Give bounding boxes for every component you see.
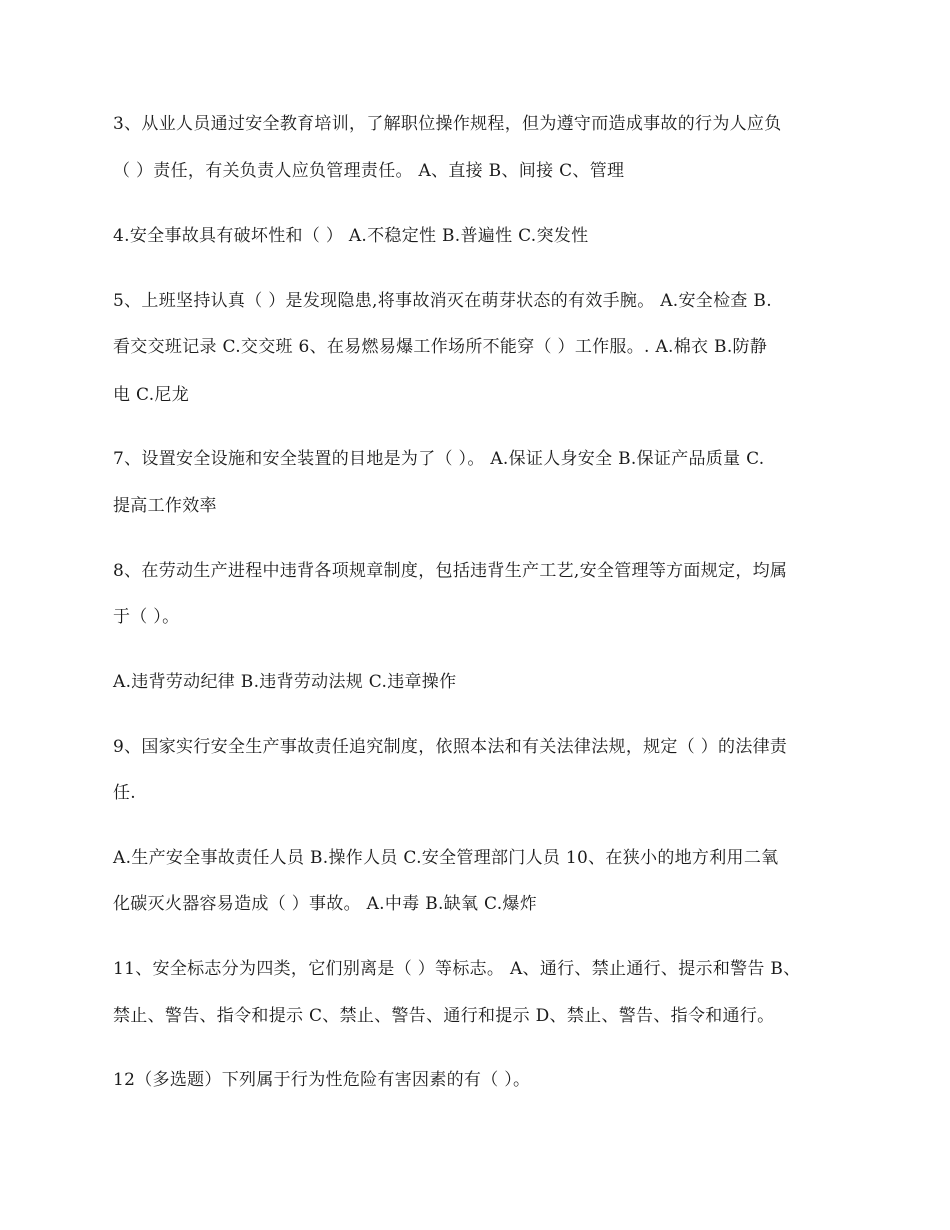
text-line-q7-b: 提高工作效率 [113, 496, 217, 516]
text-line-q3-b: （ ）责任，有关负责人应负管理责任。 A、直接 B、间接 C、管理 [113, 161, 625, 181]
text-line-q8-b: 于（ ）。 [113, 607, 180, 627]
text-line-q11-b: 禁止、警告、指令和提示 C、禁止、警告、通行和提示 D、禁止、警告、指令和通行。 [113, 1006, 775, 1026]
text-line-q6: 电 C.尼龙 [113, 385, 190, 405]
text-line-q5-b: 看交交班记录 C.交交班 6、在易燃易爆工作场所不能穿（ ）工作服。. A.棉衣 B.防静 [113, 337, 768, 357]
text-line-q9-b: 任. [113, 783, 137, 803]
text-line-q8-a: 8、在劳动生产进程中违背各项规章制度，包括违背生产工艺,安全管理等方面规定，均属 [113, 561, 788, 581]
text-line-q4: 4.安全事故具有破坏性和（ ） A.不稳定性 B.普遍性 C.突发性 [113, 226, 589, 246]
text-line-q9-options: A.生产安全事故责任人员 B.操作人员 C.安全管理部门人员 10、在狭小的地方利用二氧 [113, 848, 779, 868]
text-line-q11-a: 11、安全标志分为四类，它们别离是（ ）等标志。 A、通行、禁止通行、提示和警告 B、 [113, 959, 801, 979]
text-line-q3-a: 3、从业人员通过安全教育培训，了解职位操作规程，但为遵守而造成事故的行为人应负 [113, 114, 782, 134]
text-line-q10: 化碳灭火器容易造成（ ）事故。 A.中毒 B.缺氧 C.爆炸 [113, 894, 537, 914]
text-line-q5-a: 5、上班坚持认真（ ）是发现隐患,将事故消灭在萌芽状态的有效手腕。 A.安全检查 B. [113, 291, 772, 311]
text-line-q12: 12（多选题）下列属于行为性危险有害因素的有（ ）。 [113, 1070, 531, 1090]
text-line-q9-a: 9、国家实行安全生产事故责任追究制度，依照本法和有关法律法规，规定（ ）的法律责 [113, 737, 788, 757]
text-line-q7-a: 7、设置安全设施和安全装置的目地是为了（ ）。 A.保证人身安全 B.保证产品质量 C. [113, 449, 765, 469]
text-line-q8-options: A.违背劳动纪律 B.违背劳动法规 C.违章操作 [113, 672, 457, 692]
